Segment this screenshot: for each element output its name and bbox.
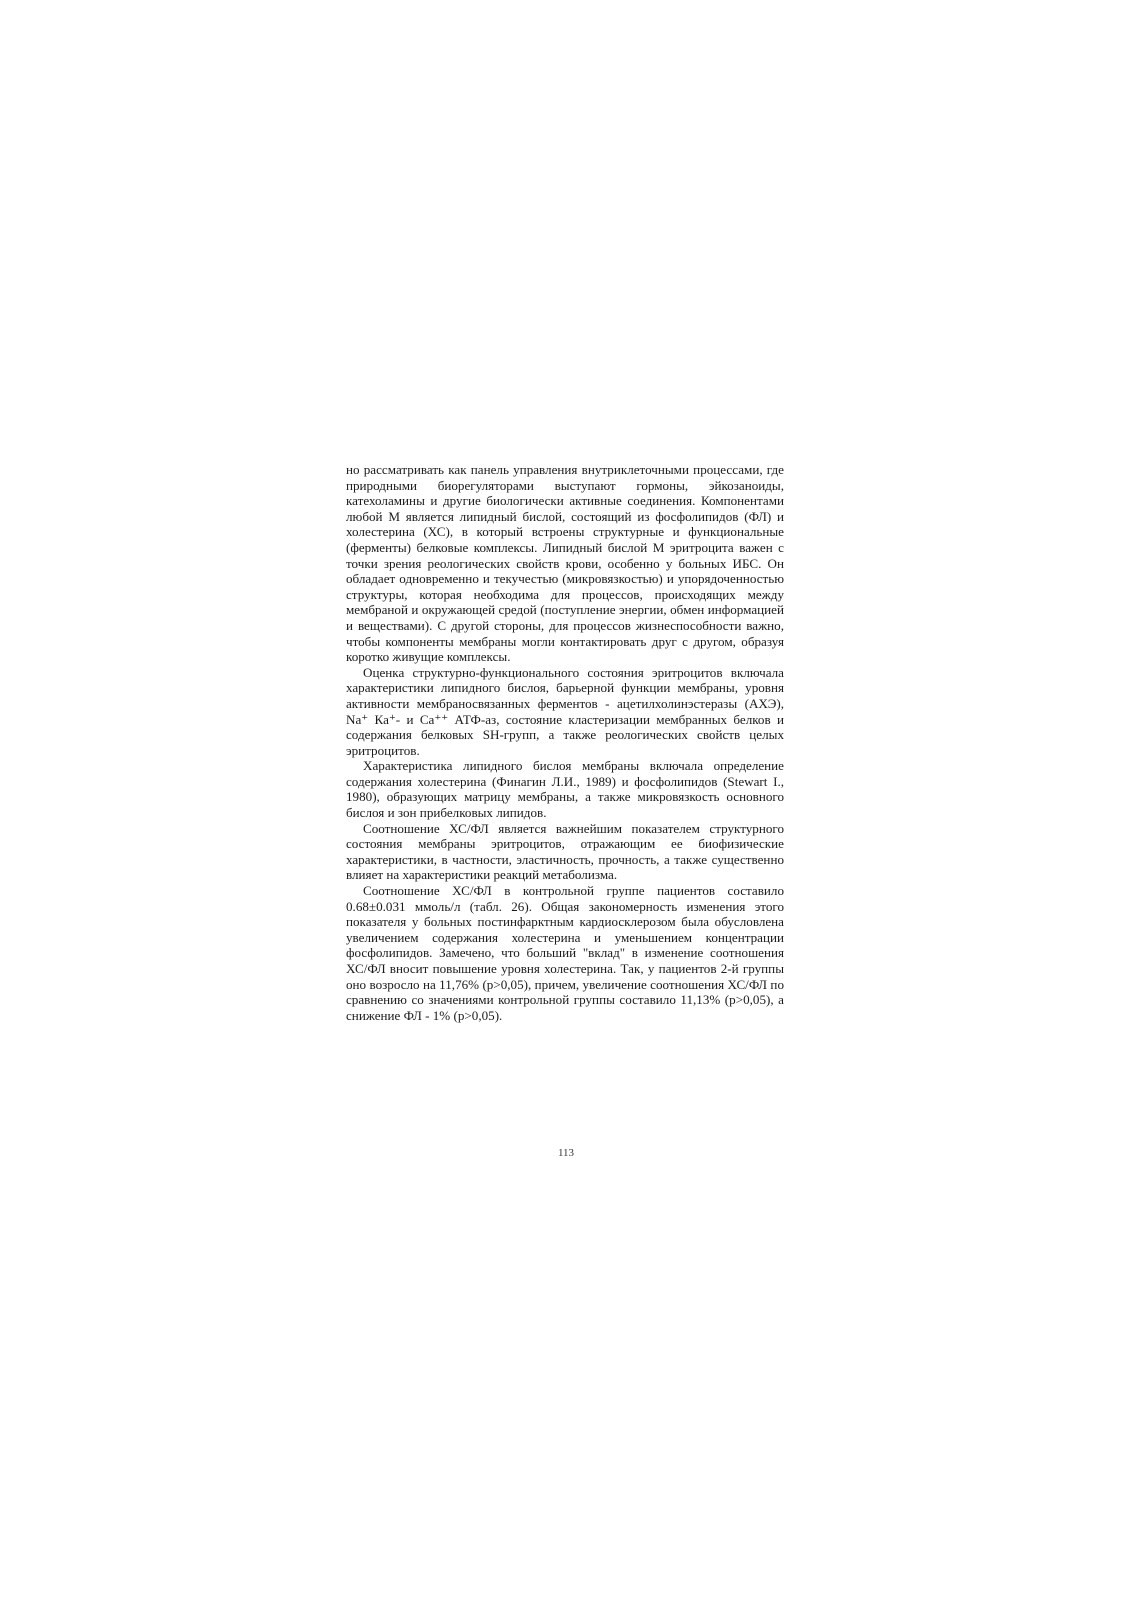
paragraph-4: Соотношение ХС/ФЛ является важнейшим показателем структурного состояния мембраны эритроцитов, отражающим ее биофизические характеристики, в частности, эластичность, прочность, а также существенно влияет на характеристики реакций метаболизма. (346, 820, 784, 883)
body-text (346, 462, 784, 1023)
paragraph-5: Соотношение ХС/ФЛ в контрольной группе пациентов составило 0.68±0.031 ммоль/л (табл. 26). Общая закономерность изменения этого показателя у больных постинфарктным кардиосклерозом была обусловлена увеличением содержания холестерина и уменьшением концентрации фосфолипидов. Замечено, что больший "вклад" в изменение соотношения ХС/ФЛ вносит повышение уровня холестерина. Так, у пациентов 2-й группы оно возросло на 11,76% (р>0,05), причем, увеличение соотношения ХС/ФЛ по сравнению со значениями контрольной группы составило 11,13% (р>0,05), а снижение ФЛ - 1% (р>0,05). (346, 883, 784, 1023)
paragraph-3: Характеристика липидного бислоя мембраны включала определение содержания холестерина (Финагин Л.И., 1989) и фосфолипидов (Stewart I., 1980), образующих матрицу мембраны, а также микровязкость основного бислоя и зон прибелковых липидов. (346, 758, 784, 821)
paragraph-2: Оценка структурно-функционального состояния эритроцитов включала характеристики липидного бислоя, барьерной функции мембраны, уровня активности мембраносвязанных ферментов - ацетилхолинэстеразы (АХЭ), Na⁺ Ка⁺- и Са⁺⁺ АТФ-аз, состояние кластеризации мембранных белков и содержания белковых SH-групп, а также реологических свойств целых эритроцитов. (346, 664, 784, 758)
paragraph-1: но рассматривать как панель управления внутриклеточными процессами, где природными биорегуляторами выступают гормоны, эйкозаноиды, катехоламины и другие биологически активные соединения. Компонентами любой М является липидный бислой, состоящий из фосфолипидов (ФЛ) и холестерина (ХС), в который встроены структурные и функциональные (ферменты) белковые комплексы. Липидный бислой М эритроцита важен с точки зрения реологических свойств крови, особенно у больных ИБС. Он обладает одновременно и текучестью (микровязкостью) и упорядоченностью структуры, которая необходима для процессов, происходящих между мембраной и окружающей средой (поступление энергии, обмен информацией и веществами). С другой стороны, для процессов жизнеспособности важно, чтобы компоненты мембраны могли контактировать друг с другом, образуя коротко живущие комплексы. (346, 462, 784, 665)
page-number: 113 (557, 1147, 575, 1159)
